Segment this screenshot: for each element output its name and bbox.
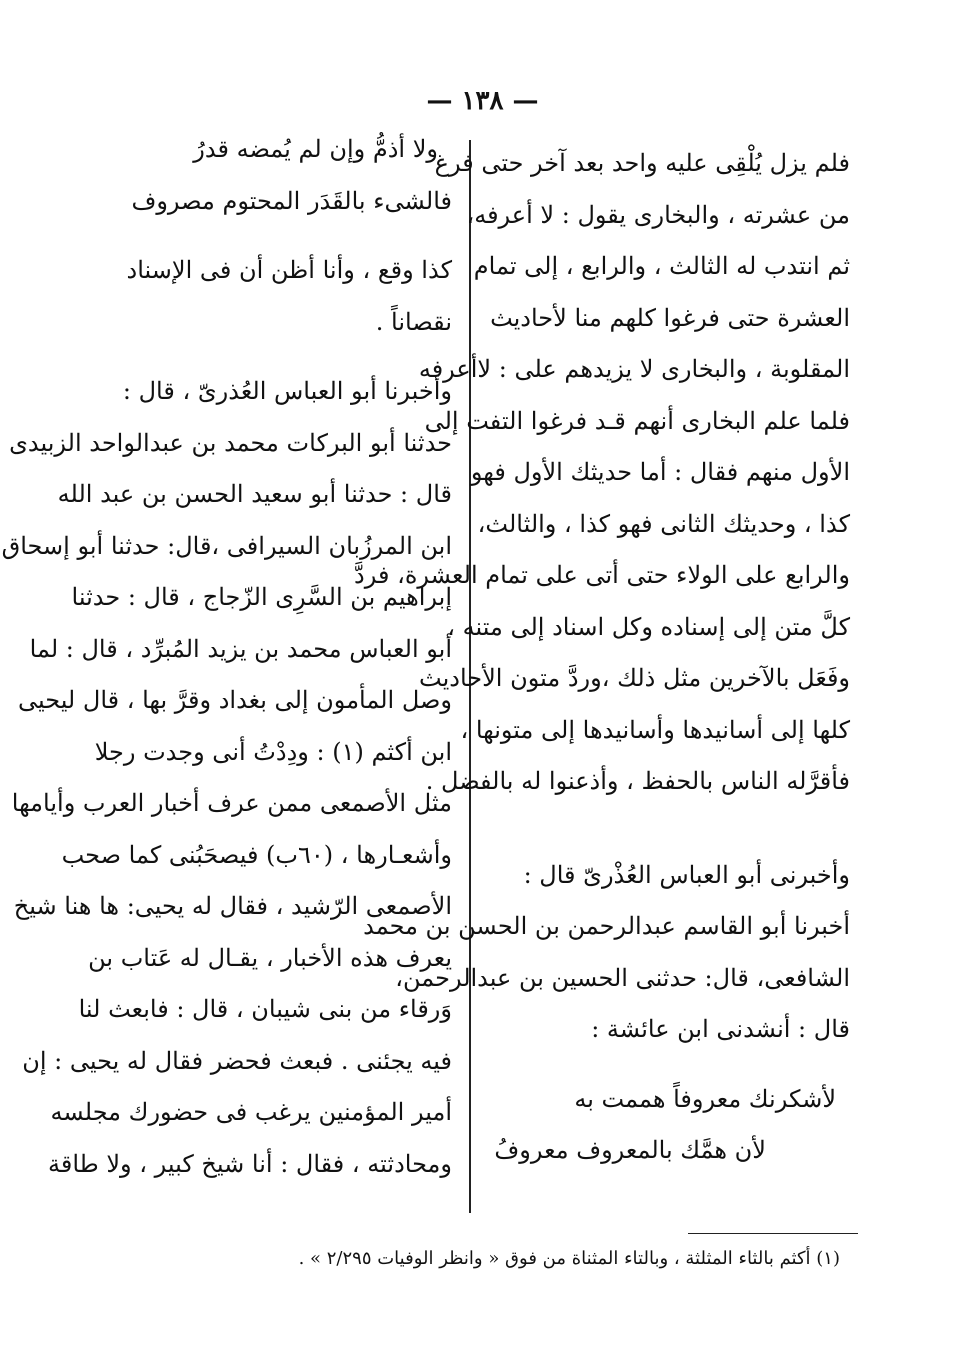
text-line: أخبرنا أبو القاسم عبدالرحمن بن الحسن بن محمد: [363, 912, 850, 940]
verse-block: [495, 1074, 850, 1177]
paragraph: [1, 366, 452, 1190]
text-line: المقلوبة ، والبخارى لا يزيدهم على : لاأعرفه: [418, 355, 850, 383]
footnote-rule: [688, 1233, 858, 1234]
text-line: وأشعـارها ، (٦٠ب) فيصحَبُنى كما صحب: [61, 840, 452, 869]
text-line: فلم يزل يُلْقِى عليه واحد بعد آخر حتى فرغ: [434, 149, 850, 177]
text-line: الأصمعى الرّشيد ، فقال له يحيى: ها هنا شيخ: [13, 892, 452, 920]
text-line: ثم انتدب له الثالث ، والرابع ، إلى تمام: [473, 252, 850, 280]
footnote: (١) أكثم بالثاء المثلثة ، وبالتاء المثناة من فوق « وانظر الوفيات ٢/٢٩٥ » .: [298, 1248, 840, 1269]
text-line: إبراهيم بن السَّرِى الزّجاج ، قال : حدثنا: [71, 583, 452, 611]
text-line: كلَّ متن إلى إسناده وكل اسناد إلى متنه ،: [447, 612, 850, 641]
text-line: وفَعَل بالآخرين مثل ذلك ،وردَّ متون الأحاديث: [419, 664, 850, 692]
text-line: الشافعى، قال: حدثنى الحسين بن عبدالرحمن،: [395, 963, 850, 992]
text-line: قال : حدثنا أبو سعيد الحسن بن عبد الله: [57, 480, 452, 508]
text-line: العشرة حتى فرغوا كلهم منا لأحاديث: [490, 303, 850, 332]
text-line: مثل الأصمعى ممن عرف أخبار العرب وأيامها: [11, 789, 452, 817]
paragraph: [92, 245, 452, 348]
text-line: فيه يجئنى . فبعث فحضر فقال له يحيى : إن: [22, 1046, 452, 1075]
text-line: كلها إلى أسانيدها وأسانيدها إلى متونها ،: [460, 715, 850, 744]
verse-line: فالشىء بالقَدَر المحتوم مصروف: [131, 186, 452, 215]
text-line: كذا وقع ، وأنا أظن أن فى الإسناد: [126, 256, 452, 284]
text-line: من عشرته ، والبخارى يقول : لا أعرفه،: [466, 200, 850, 229]
text-line: فلما علم البخارى أنهم قـد فرغوا التفت إلى: [424, 406, 850, 435]
text-line: وأخبرنا أبو العباس العُذرىّ ، قال :: [122, 377, 452, 405]
text-line: والرابع على الولاء حتى أتى على تمام العشرة، فردَّ: [354, 561, 850, 589]
text-line: يعرف هذه الأخبار ، يقـال له عَتاب بن: [88, 943, 452, 972]
text-line: وأخبرنى أبو العباس العُذْرىّ قال :: [523, 860, 850, 889]
page-number: — ١٣٨ —: [426, 86, 539, 116]
paragraph-gap: [495, 808, 850, 850]
text-line: قال : أنشدنى ابن عائشة :: [591, 1015, 850, 1043]
left-column: [1, 124, 452, 1190]
text-line: وصل المأمون إلى بغداد وقرَّ بها ، قال ليحيى: [17, 686, 452, 714]
paragraph-gap: [92, 348, 452, 366]
paragraph-gap: [495, 1056, 850, 1074]
paragraph: [363, 850, 850, 1056]
text-line: أبو العباس محمد بن يزيد المُبرِّد ، قال : لما: [29, 634, 452, 663]
text-line: وَرقاء من بنى شيبان ، قال : فابعث لنا: [78, 995, 452, 1023]
text-line: فأقرَّله الناس بالحفظ ، وأذعنوا له بالفضل .: [425, 767, 850, 795]
text-line: ابن أكثم (١) : ودِدْتُ أنى وجدت رجلا: [94, 737, 452, 766]
text-line: حدثنا أبو البركات محمد بن عبدالواحد الزبيدى: [9, 428, 452, 457]
text-line: نقصاناً .: [375, 307, 452, 336]
text-line: ابن المرزُبان السيرافى ،قال: حدثنا أبو إسحاق: [1, 531, 452, 560]
text-line: ومحادثته ، فقال : أنا شيخ كبير ، ولا طاقة: [47, 1149, 452, 1178]
text-line: الأول منهم فقال : أما حديثك الأول فهو: [470, 458, 850, 486]
verse-line: لأن همَّك بالمعروف معروفُ: [494, 1136, 766, 1164]
verse-block: [92, 124, 452, 227]
text-line: كذا ، وحديثك الثانى فهو كذا ، والثالث،: [477, 509, 850, 538]
text-line: أمير المؤمنين يرغب فى حضورك مجلسه: [50, 1098, 452, 1126]
verse-line: ولا أذمُّ وإن لم يُمضه قدرُ: [193, 135, 438, 163]
paragraph-gap: [92, 227, 452, 245]
verse-line: لأشكرنك معروفاً هممت به: [574, 1084, 836, 1113]
